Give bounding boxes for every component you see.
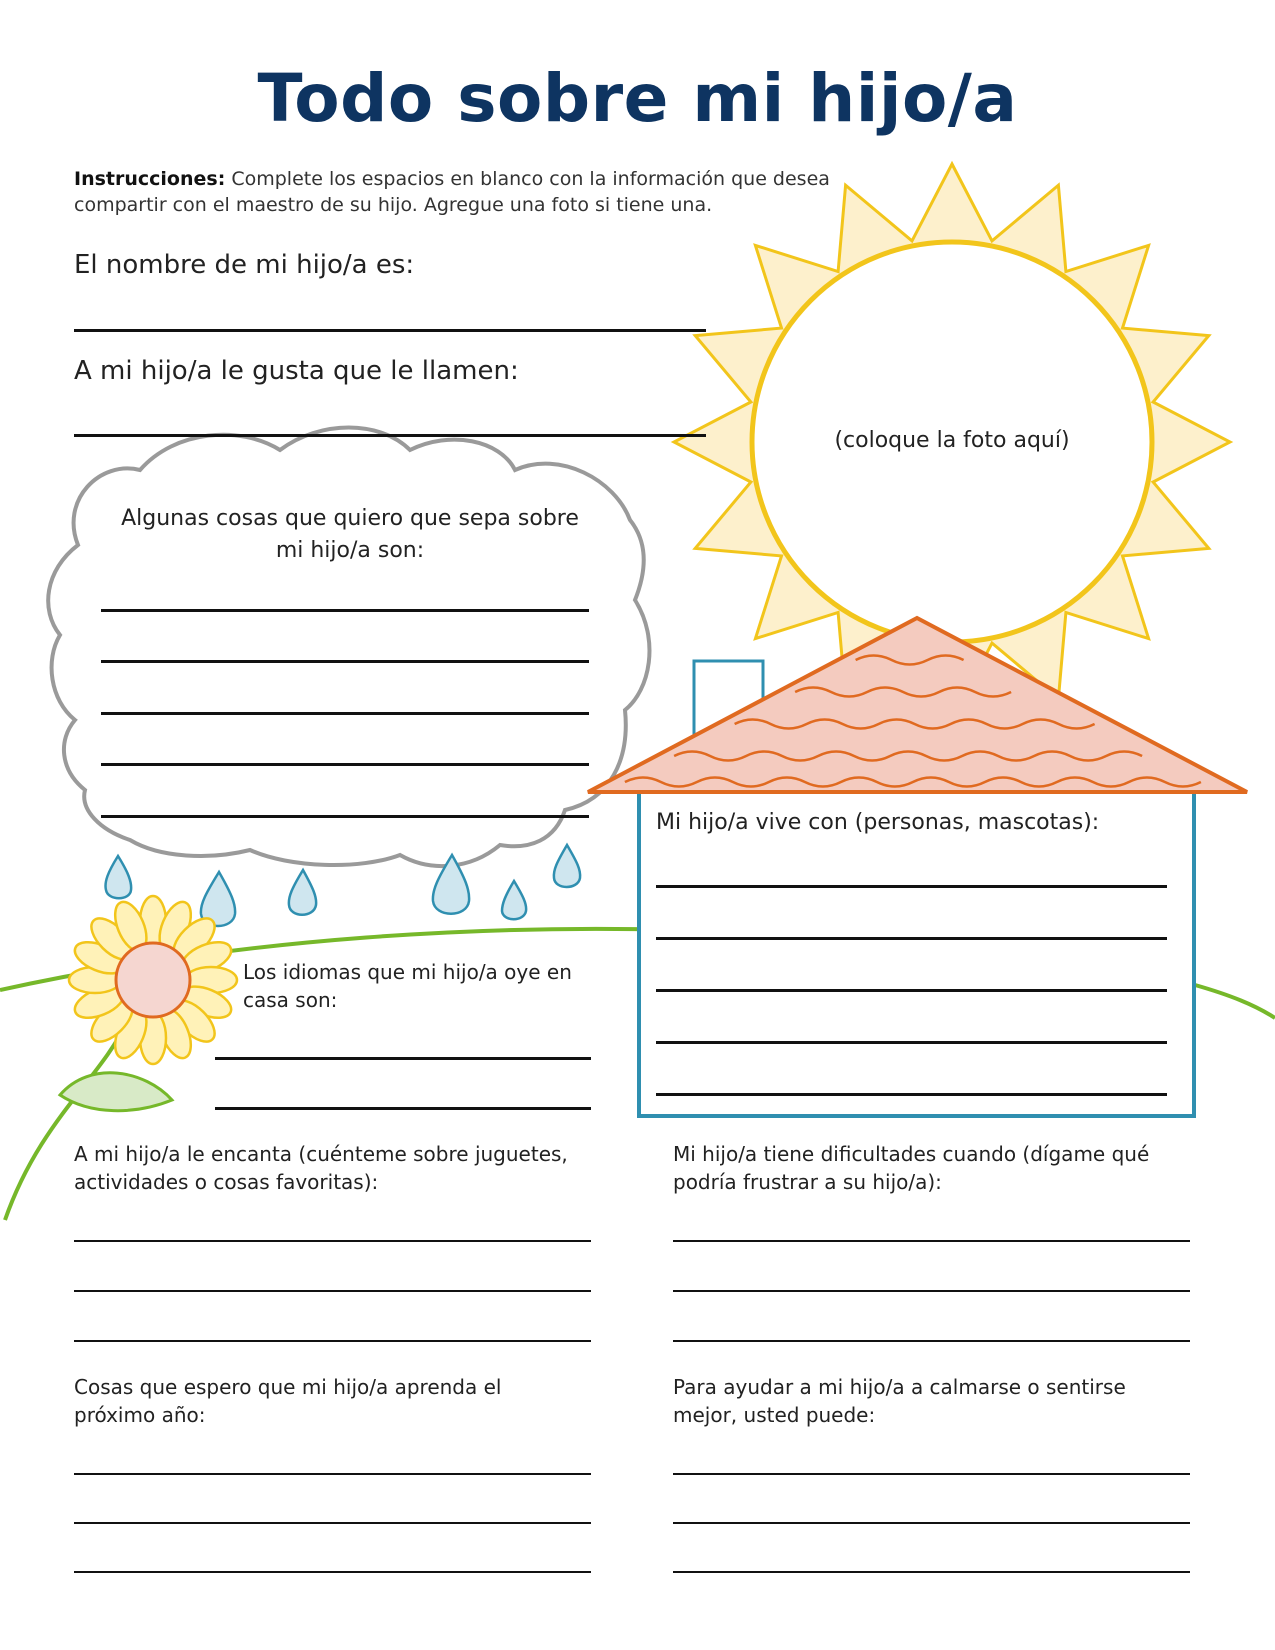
nickname-label: A mi hijo/a le gusta que le llamen: [74, 356, 519, 386]
instructions-text: Complete los espacios en blanco con la información que desea compartir con el maestro de su hijo. Agregue una foto si tiene una. [74, 168, 830, 216]
instructions [74, 166, 854, 218]
roof [588, 618, 1247, 792]
cloud-icon [48, 428, 649, 867]
loves-blank-line[interactable] [74, 1290, 591, 1292]
languages-blank-line[interactable] [215, 1057, 591, 1060]
difficulties-blank-line[interactable] [673, 1340, 1190, 1342]
calm-blank-line[interactable] [673, 1571, 1190, 1573]
hopes-label: Cosas que espero que mi hijo/a aprenda el próximo año: [74, 1375, 502, 1427]
lives-with-blank-line[interactable] [656, 1041, 1167, 1044]
lives-with-blank-line[interactable] [656, 937, 1167, 940]
loves-blank-line[interactable] [74, 1240, 591, 1242]
page-title: Todo sobre mi hijo/a [257, 60, 1018, 137]
grass-hill-right [1195, 985, 1275, 1018]
difficulties-label: Mi hijo/a tiene dificultades cuando (dígame qué podría frustrar a su hijo/a): [673, 1142, 1150, 1194]
lives-with-label: Mi hijo/a vive con (personas, mascotas): [656, 810, 1100, 835]
leaf-icon [60, 1073, 172, 1111]
name-blank-line[interactable] [74, 329, 706, 332]
lives-with-blank-line[interactable] [656, 989, 1167, 992]
hopes-blank-line[interactable] [74, 1571, 591, 1573]
photo-placeholder[interactable]: (coloque la foto aquí) [834, 428, 1070, 453]
flower-icon [69, 896, 237, 1064]
things-blank-line[interactable] [101, 609, 589, 612]
things-blank-line[interactable] [101, 815, 589, 818]
lives-with-blank-line[interactable] [656, 1093, 1167, 1096]
hopes-blank-line[interactable] [74, 1522, 591, 1524]
lives-with-blank-line[interactable] [656, 885, 1167, 888]
nickname-blank-line[interactable] [74, 434, 706, 437]
calm-blank-line[interactable] [673, 1473, 1190, 1475]
loves-label: A mi hijo/a le encanta (cuénteme sobre juguetes, actividades o cosas favoritas): [74, 1142, 568, 1194]
hopes-blank-line[interactable] [74, 1473, 591, 1475]
calm-blank-line[interactable] [673, 1522, 1190, 1524]
difficulties-blank-line[interactable] [673, 1290, 1190, 1292]
difficulties-blank-line[interactable] [673, 1240, 1190, 1242]
loves-blank-line[interactable] [74, 1340, 591, 1342]
name-label: El nombre de mi hijo/a es: [74, 250, 415, 280]
house-wall [639, 790, 1194, 1116]
things-blank-line[interactable] [101, 660, 589, 663]
things-to-know-label: Algunas cosas que quiero que sepa sobre mi hijo/a son: [121, 506, 579, 563]
instructions-label: Instrucciones: [74, 168, 226, 190]
things-blank-line[interactable] [101, 712, 589, 715]
languages-label: Los idiomas que mi hijo/a oye en casa son: [243, 960, 572, 1012]
languages-blank-line[interactable] [215, 1107, 591, 1110]
calm-label: Para ayudar a mi hijo/a a calmarse o sentirse mejor, usted puede: [673, 1375, 1126, 1427]
things-blank-line[interactable] [101, 763, 589, 766]
